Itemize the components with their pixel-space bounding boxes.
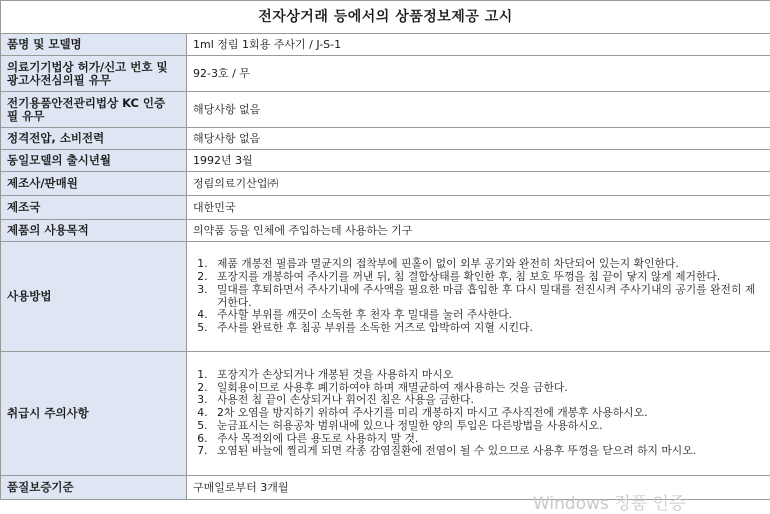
- table-row: [1, 242, 770, 352]
- table-row: [1, 196, 770, 220]
- usage-list: [193, 258, 764, 335]
- table-row: [1, 150, 770, 172]
- row-value-usage: [187, 242, 770, 352]
- table-row: [1, 352, 770, 476]
- row-value-purpose: 의약품 등을 인체에 주입하는데 사용하는 기구: [187, 220, 770, 242]
- row-value-caution: [187, 352, 770, 476]
- row-value-country: 대한민국: [187, 196, 770, 220]
- sheet-title: 전자상거래 등에서의 상품정보제공 고시: [1, 1, 770, 34]
- row-label-caution: 취급시 주의사항: [1, 352, 187, 476]
- list-item: 6. 주사 목적외에 다른 용도로 사용하지 말 것.: [211, 433, 764, 446]
- table-row: [1, 34, 770, 56]
- table-row: [1, 56, 770, 92]
- row-label-kc: 전기용품안전관리법상 KC 인증 필 유무: [1, 92, 187, 128]
- row-label-product-name: 품명 및 모델명: [1, 34, 187, 56]
- table-row: [1, 92, 770, 128]
- row-value-license: 92-3호 / 무: [187, 56, 770, 92]
- list-item: 1. 포장지가 손상되거나 개봉된 것을 사용하지 마시오: [211, 369, 764, 382]
- list-item: 4. 2차 오염을 방지하기 위하여 주사기를 미리 개봉하지 마시고 주사직전에 개봉후 사용하시오.: [211, 407, 764, 420]
- row-value-product-name: 1ml 정림 1회용 주사기 / J-S-1: [187, 34, 770, 56]
- row-value-voltage: 해당사항 없음: [187, 128, 770, 150]
- row-label-voltage: 정격전압, 소비전력: [1, 128, 187, 150]
- row-value-release: 1992년 3월: [187, 150, 770, 172]
- row-value-quality: 구매일로부터 3개월: [187, 476, 770, 500]
- caution-list: [193, 369, 764, 459]
- table-row: [1, 128, 770, 150]
- row-value-manufacturer: 정림의료기산업㈜: [187, 172, 770, 196]
- row-label-license: 의료기기법상 허가/신고 번호 및 광고사전심의필 유무: [1, 56, 187, 92]
- row-label-country: 제조국: [1, 196, 187, 220]
- list-item: 5. 눈금표시는 허용공차 범위내에 있으나 정밀한 양의 투입은 다른방법을 사용하시오.: [211, 420, 764, 433]
- list-item: 1. 제품 개봉전 필름과 멸균지의 접착부에 핀홀이 없이 외부 공기와 완전히 차단되어 있는지 확인한다.: [211, 258, 764, 271]
- list-item: 7. 오염된 바늘에 찔리게 되면 각종 감염질환에 전염이 될 수 있으므로 사용후 뚜껑을 닫으려 하지 마시오.: [211, 445, 764, 458]
- table-row: [1, 220, 770, 242]
- row-label-purpose: 제품의 사용목적: [1, 220, 187, 242]
- list-item: 4. 주사할 부위를 깨끗이 소독한 후 천자 후 밀대를 눌러 주사한다.: [211, 309, 764, 322]
- table-row: [1, 172, 770, 196]
- row-value-kc: 해당사항 없음: [187, 92, 770, 128]
- row-label-quality: 품질보증기준: [1, 476, 187, 500]
- list-item: 2. 일회용이므로 사용후 폐기하여야 하며 재멸균하여 재사용하는 것을 금한다.: [211, 382, 764, 395]
- row-label-release: 동일모델의 출시년월: [1, 150, 187, 172]
- list-item: 2. 포장지를 개봉하여 주사기를 꺼낸 뒤, 침 결합상태를 확인한 후, 침 보호 뚜껑을 침 끝이 닿지 않게 제거한다.: [211, 271, 764, 284]
- list-item: 3. 밀대를 후퇴하면서 주사기내에 주사액을 필요한 마큼 흡입한 후 다시 밀대를 전진시켜 주사기내의 공기를 완전히 제거한다.: [211, 284, 764, 310]
- activation-watermark: Windows 정품 인증: [533, 489, 685, 514]
- list-item: 3. 사용전 침 끝이 손상되거나 휘어진 침은 사용을 금한다.: [211, 394, 764, 407]
- row-label-manufacturer: 제조사/판매원: [1, 172, 187, 196]
- row-label-usage: 사용방법: [1, 242, 187, 352]
- list-item: 5. 주사를 완료한 후 침공 부위를 소독한 거즈로 압박하여 지혈 시킨다.: [211, 322, 764, 335]
